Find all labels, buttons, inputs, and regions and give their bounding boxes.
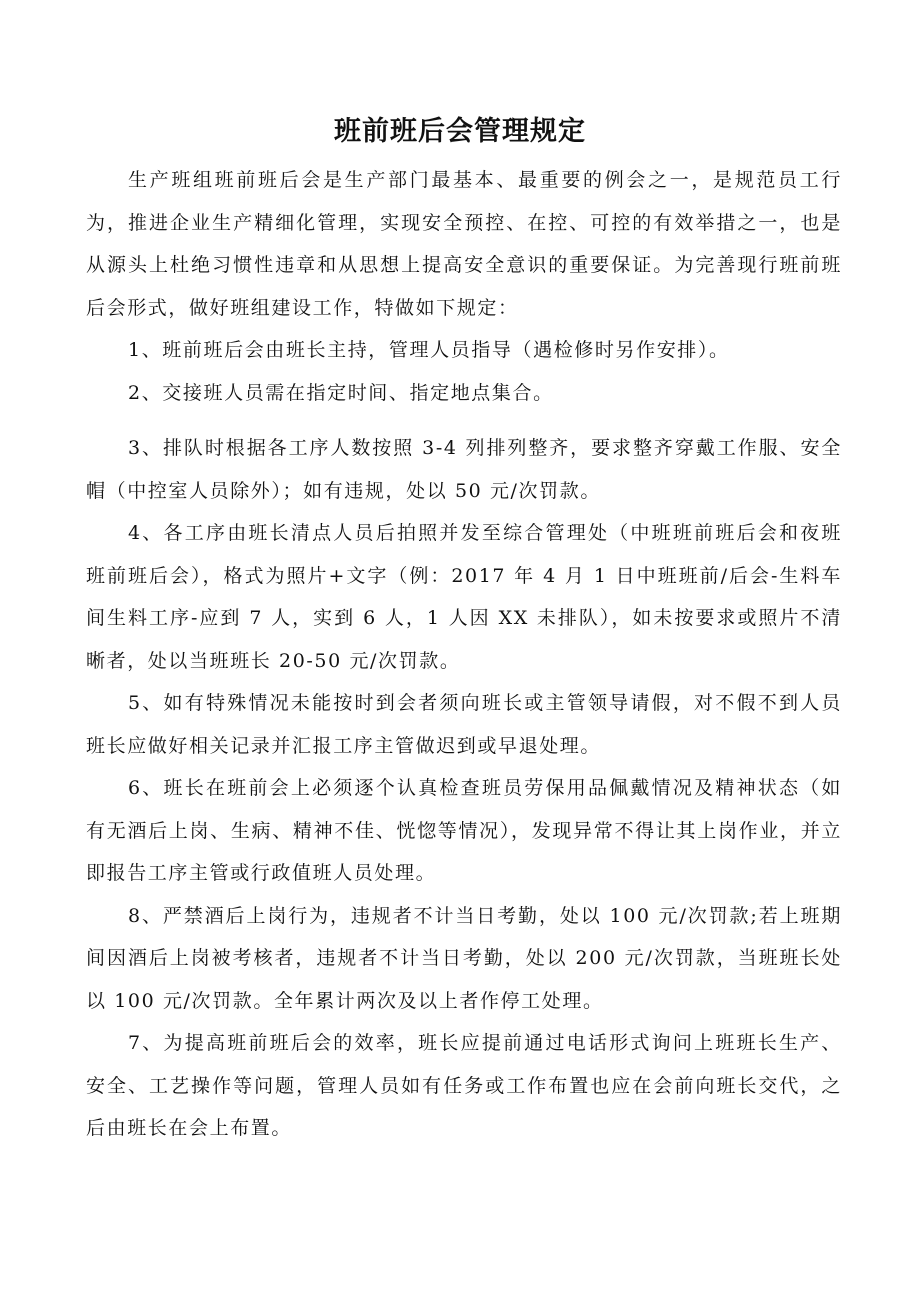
document-body (86, 159, 842, 1150)
rule-item-1: 1、班前班后会由班长主持，管理人员指导（遇检修时另作安排）。 (128, 339, 730, 361)
rule-item-4: 4、各工序由班长清点人员后拍照并发至综合管理处（中班班前班后会和夜班班前班后会），格式为照片+文字（例：2017 年 4 月 1 日中班班前/后会-生料车间生料工序-应到 7 人，实到 6 人，1 人因 XX 未排队），如未按要求或照片不清晰者，处以当班班长 20-50 元/次罚款。 (86, 522, 842, 672)
rule-item-5: 5、如有特殊情况未能按时到会者须向班长或主管领导请假，对不假不到人员班长应做好相关记录并汇报工序主管做迟到或早退处理。 (86, 692, 842, 757)
rule-item-7: 7、为提高班前班后会的效率，班长应提前通过电话形式询问上班班长生产、安全、工艺操作等问题，管理人员如有任务或工作布置也应在会前向班长交代，之后由班长在会上布置。 (86, 1032, 842, 1139)
intro-paragraph: 生产班组班前班后会是生产部门最基本、最重要的例会之一，是规范员工行为，推进企业生产精细化管理，实现安全预控、在控、可控的有效举措之一，也是从源头上杜绝习惯性违章和从思想上提高安全意识的重要保证。为完善现行班前班后会形式，做好班组建设工作，特做如下规定： (86, 169, 842, 319)
rule-item-8: 8、严禁酒后上岗行为，违规者不计当日考勤，处以 100 元/次罚款;若上班期间因酒后上岗被考核者，违规者不计当日考勤，处以 200 元/次罚款，当班班长处以 100 元/次罚款。全年累计两次及以上者作停工处理。 (86, 904, 842, 1012)
rule-item-3: 3、排队时根据各工序人数按照 3-4 列排列整齐，要求整齐穿戴工作服、安全帽（中控室人员除外）；如有违规，处以 50 元/次罚款。 (86, 437, 842, 502)
document-title: 班前班后会管理规定 (334, 116, 586, 147)
rule-item-2: 2、交接班人员需在指定时间、指定地点集合。 (128, 381, 554, 404)
rule-item-6: 6、班长在班前会上必须逐个认真检查班员劳保用品佩戴情况及精神状态（如有无酒后上岗、生病、精神不佳、恍惚等情况），发现异常不得让其上岗作业，并立即报告工序主管或行政值班人员处理。 (86, 777, 842, 884)
